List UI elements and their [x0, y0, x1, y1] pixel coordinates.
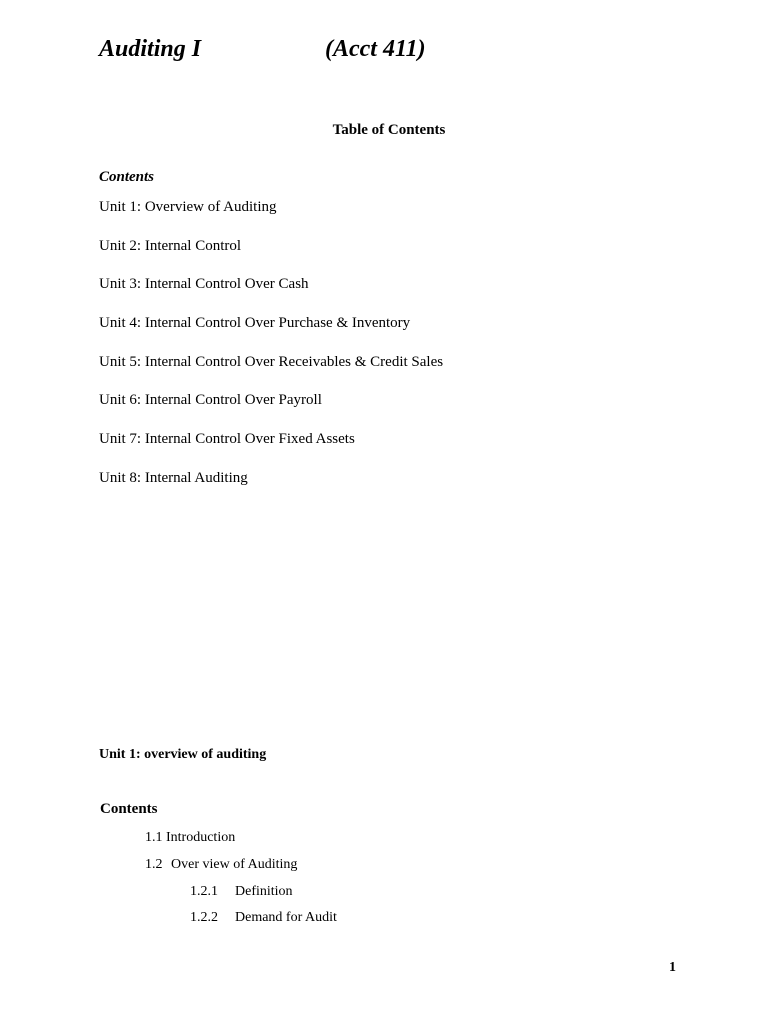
subsection-number: 1.2.2 — [190, 910, 218, 925]
course-title: Auditing I — [99, 36, 202, 62]
toc-list — [99, 197, 443, 507]
section-number: 1.1 — [145, 830, 163, 845]
subsection-title: Definition — [235, 884, 293, 899]
section-title: Introduction — [166, 830, 236, 845]
subsection-title: Demand for Audit — [235, 910, 337, 925]
toc-item-unit-5[interactable]: Unit 5: Internal Control Over Receivables & Credit Sales — [99, 353, 444, 370]
toc-item-unit-7[interactable]: Unit 7: Internal Control Over Fixed Assets — [99, 431, 355, 448]
toc-item-unit-8[interactable]: Unit 8: Internal Auditing — [99, 469, 248, 486]
page-number: 1 — [669, 960, 676, 975]
course-code: (Acct 411) — [325, 36, 426, 62]
subsection-1-2-2[interactable] — [190, 910, 337, 926]
toc-item-unit-1[interactable]: Unit 1: Overview of Auditing — [99, 199, 277, 215]
toc-item-unit-4[interactable]: Unit 4: Internal Control Over Purchase & Inventory — [99, 315, 411, 332]
subsection-1-2-1[interactable] — [190, 884, 293, 900]
section-1-2[interactable] — [145, 857, 297, 873]
toc-item-unit-3[interactable]: Unit 3: Internal Control Over Cash — [99, 276, 309, 293]
section-number: 1.2 — [145, 857, 163, 872]
toc-item-unit-2[interactable]: Unit 2: Internal Control — [99, 237, 242, 254]
section-1-1[interactable] — [145, 830, 235, 846]
contents-label: Contents — [99, 169, 155, 185]
unit-1-contents-label: Contents — [100, 801, 158, 817]
toc-heading: Table of Contents — [332, 122, 446, 138]
subsection-number: 1.2.1 — [190, 884, 218, 899]
section-title: Over view of Auditing — [171, 857, 298, 872]
unit-1-heading: Unit 1: overview of auditing — [99, 747, 267, 762]
toc-item-unit-6[interactable]: Unit 6: Internal Control Over Payroll — [99, 392, 322, 409]
